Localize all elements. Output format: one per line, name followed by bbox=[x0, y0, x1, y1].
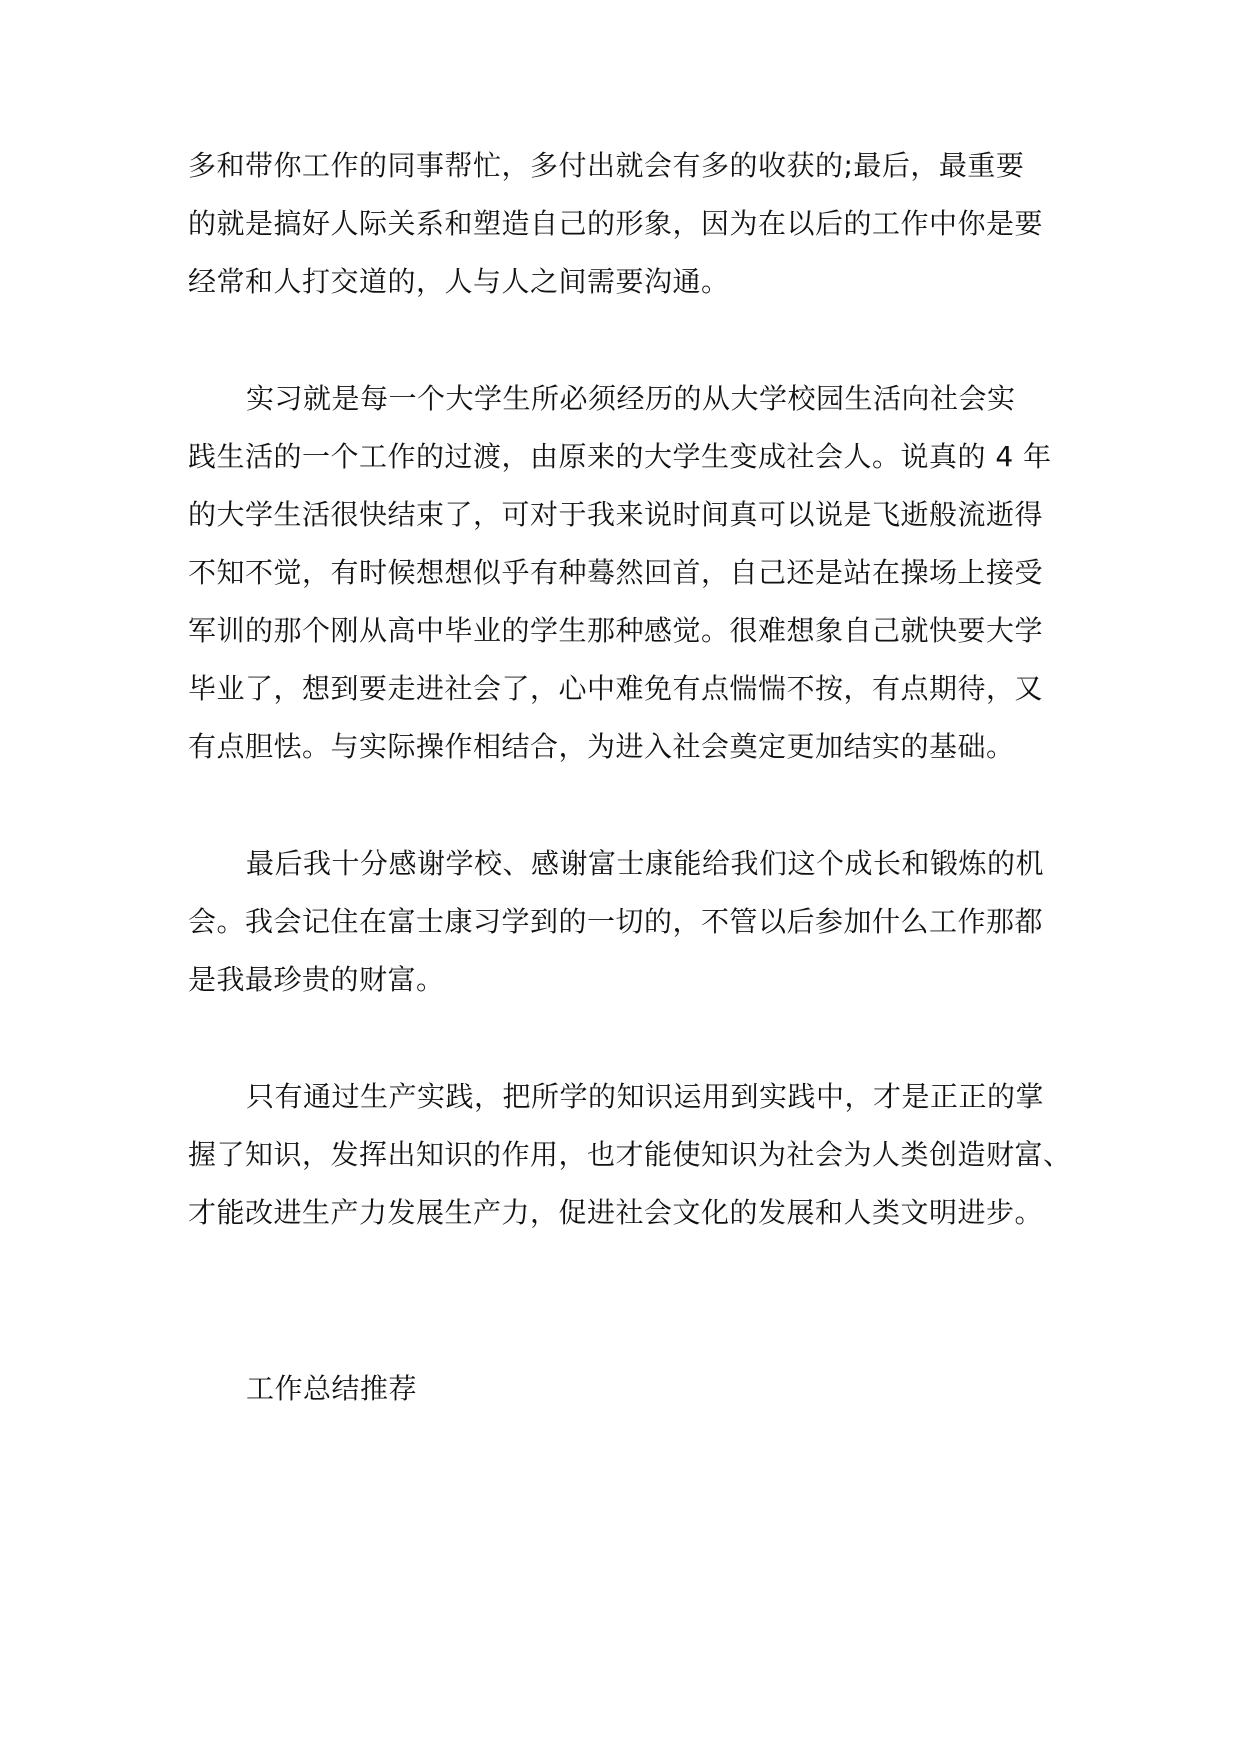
paragraph-2-line-2: 践生活的一个工作的过渡，由原来的大学生变成社会人。说真的 4 年 bbox=[188, 440, 1052, 473]
paragraph-2-line-7: 有点胆怯。与实际操作相结合，为进入社会奠定更加结实的基础。 bbox=[188, 730, 1015, 763]
paragraph-2-line-3: 的大学生活很快结束了，可对于我来说时间真可以说是飞逝般流逝得 bbox=[188, 498, 1044, 531]
paragraph-2-line-6: 毕业了，想到要走进社会了，心中难免有点惴惴不按，有点期待，又 bbox=[188, 672, 1044, 705]
paragraph-4-line-3: 才能改进生产力发展生产力，促进社会文化的发展和人类文明进步。 bbox=[188, 1196, 1044, 1229]
section-heading: 工作总结推荐 bbox=[246, 1372, 418, 1405]
paragraph-4-line-1: 只有通过生产实践，把所学的知识运用到实践中，才是正正的掌 bbox=[246, 1080, 1045, 1113]
paragraph-1-line-2: 的就是搞好人际关系和塑造自己的形象，因为在以后的工作中你是要 bbox=[188, 207, 1044, 240]
paragraph-2-line-5: 军训的那个刚从高中毕业的学生那种感觉。很难想象自己就快要大学 bbox=[188, 614, 1044, 647]
paragraph-2-line-1: 实习就是每一个大学生所必须经历的从大学校园生活向社会实 bbox=[246, 382, 1016, 415]
paragraph-4-line-2: 握了知识，发挥出知识的作用，也才能使知识为社会为人类创造财富、 bbox=[188, 1138, 1072, 1171]
paragraph-3-line-2: 会。我会记住在富士康习学到的一切的，不管以后参加什么工作那都 bbox=[188, 905, 1044, 938]
paragraph-3-line-3: 是我最珍贵的财富。 bbox=[188, 963, 445, 996]
paragraph-1-line-3: 经常和人打交道的，人与人之间需要沟通。 bbox=[188, 265, 730, 298]
paragraph-2-line-4: 不知不觉，有时候想想似乎有种蓦然回首，自己还是站在操场上接受 bbox=[188, 556, 1044, 589]
paragraph-1-line-1: 多和带你工作的同事帮忙，多付出就会有多的收获的;最后，最重要 bbox=[188, 149, 1025, 182]
paragraph-3-line-1: 最后我十分感谢学校、感谢富士康能给我们这个成长和锻炼的机 bbox=[246, 847, 1045, 880]
